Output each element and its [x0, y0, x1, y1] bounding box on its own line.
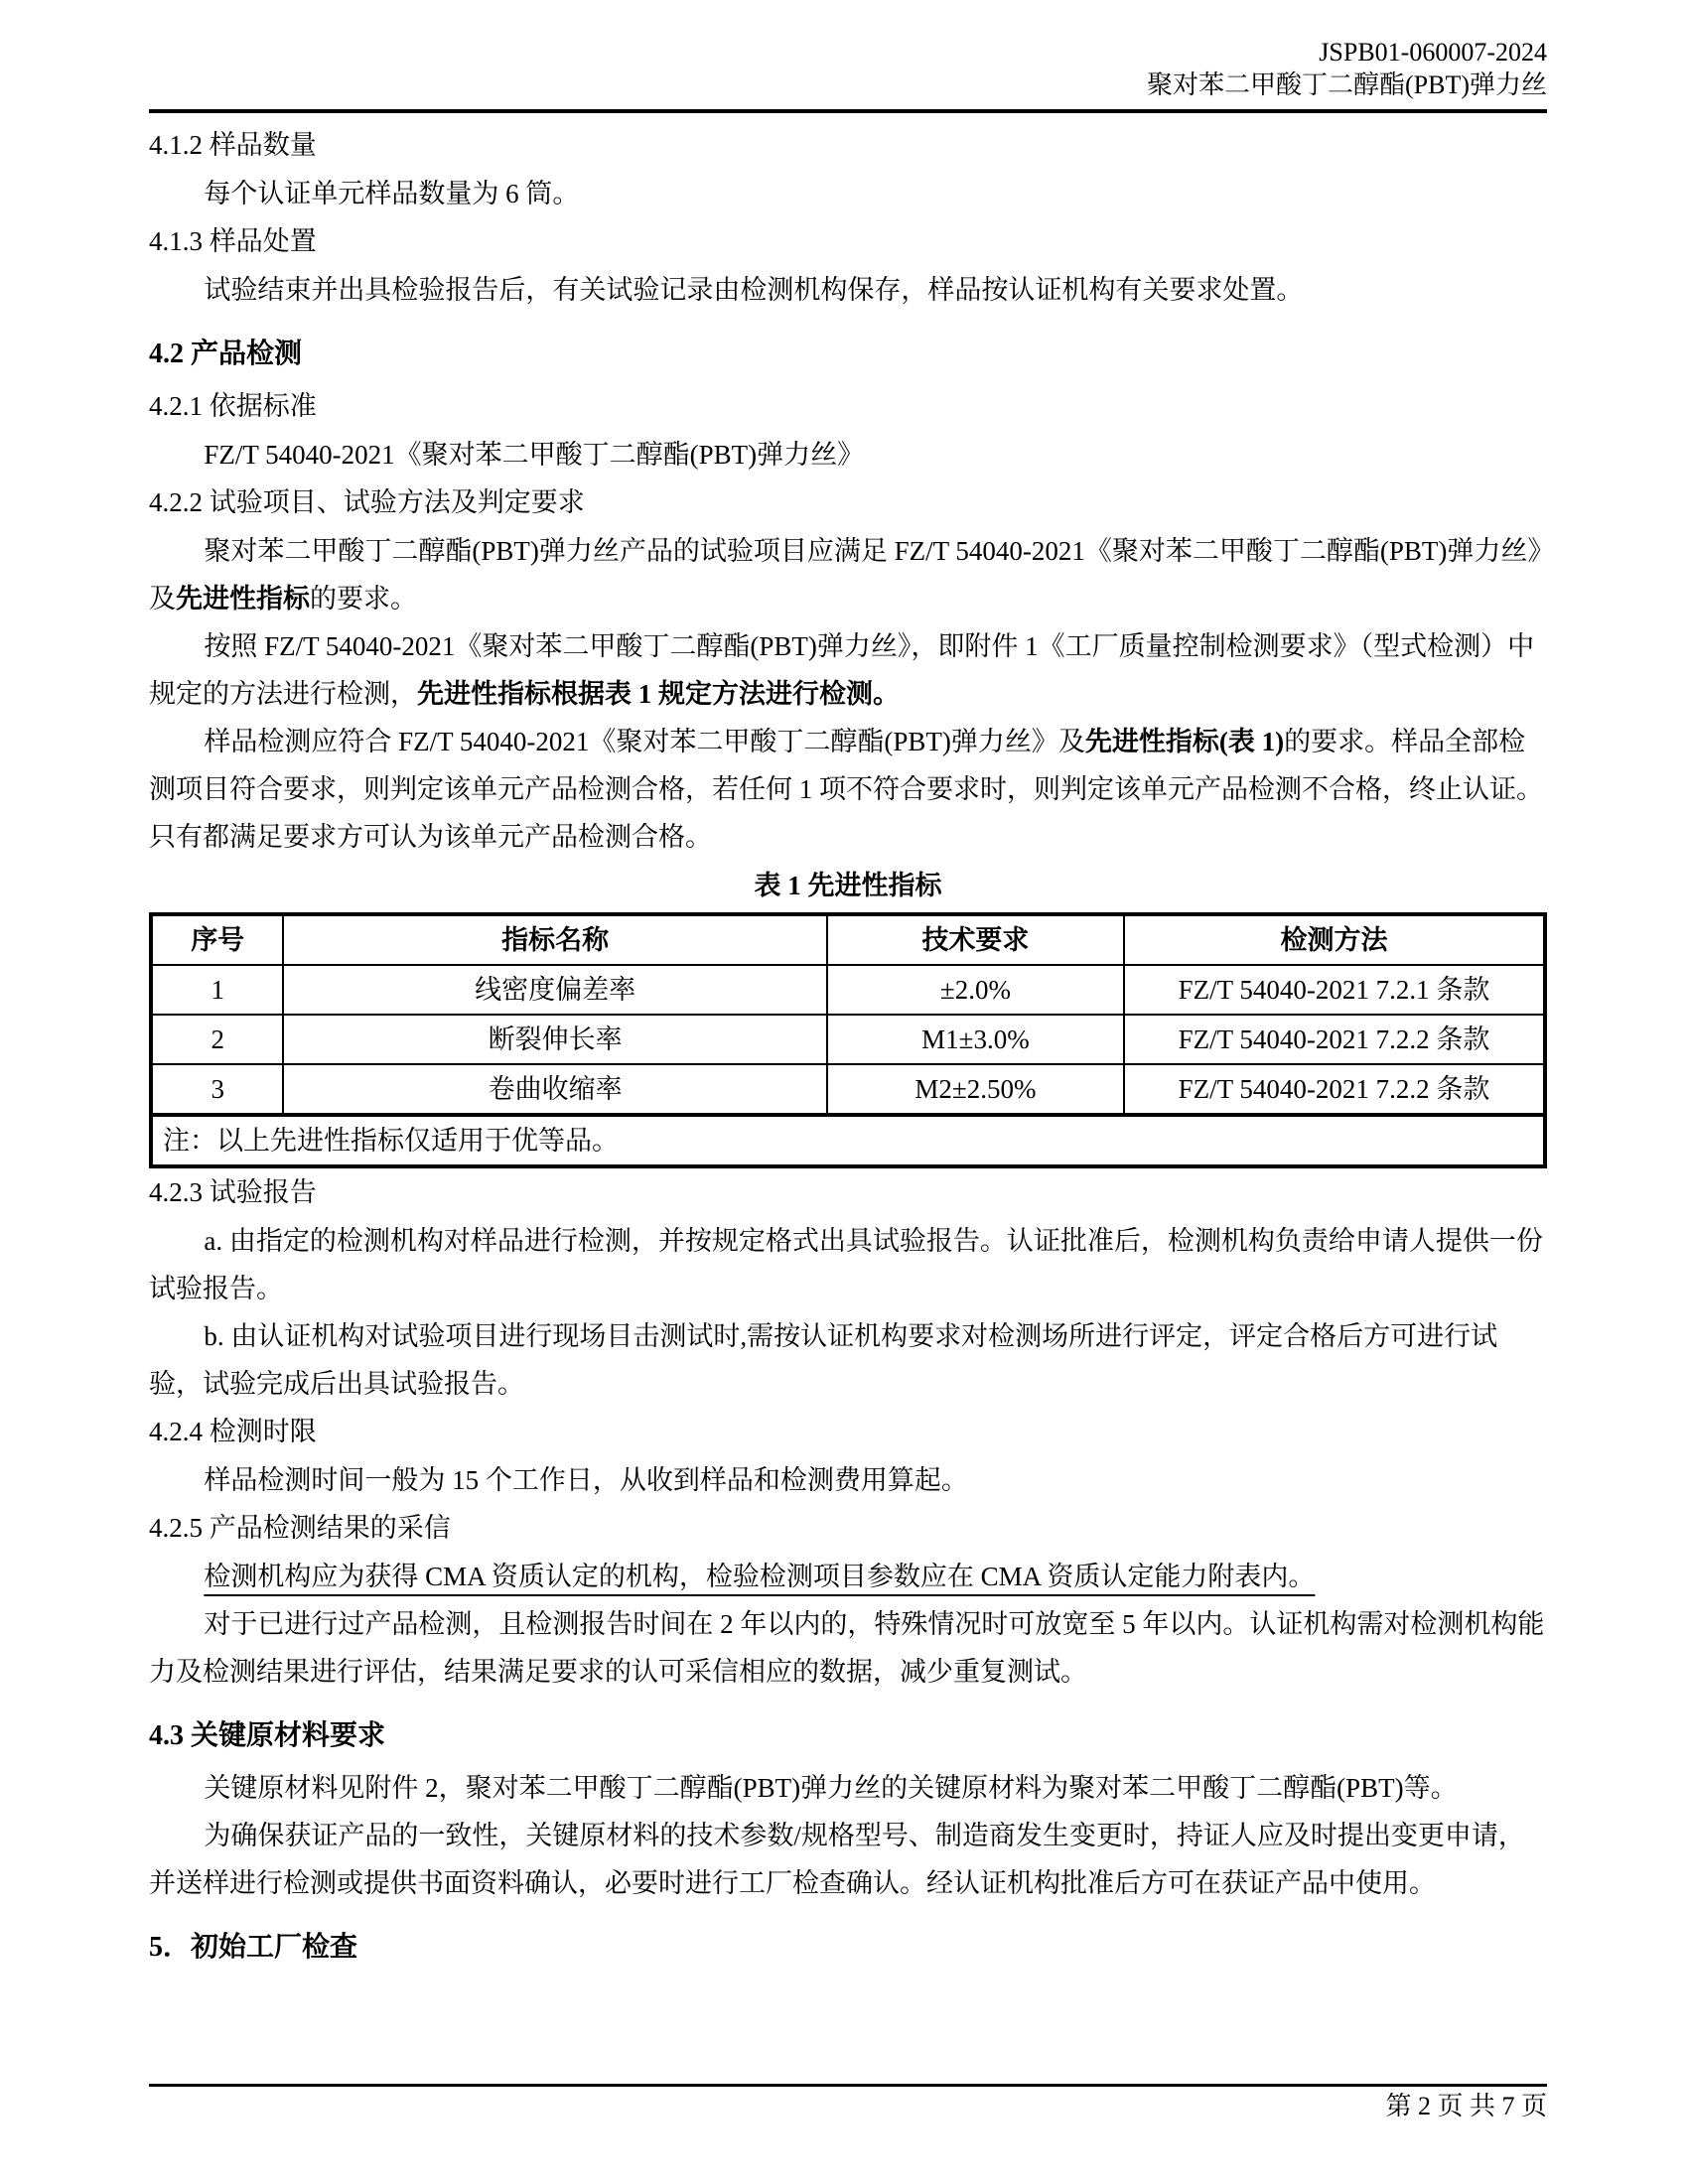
- table-note-row: [151, 1115, 1545, 1166]
- table-cell-method: FZ/T 54040-2021 7.2.1 条款: [1124, 965, 1545, 1015]
- heading-5: 5．初始工厂检查: [149, 1932, 358, 1963]
- table-cell-requirement: ±2.0%: [827, 965, 1124, 1015]
- page-header: [149, 36, 1547, 101]
- emphasis-table1-method: 先进性指标根据表 1 规定方法进行检测。: [417, 679, 900, 709]
- para-test-items-1: [149, 527, 1547, 622]
- emphasis-advanced-index-table1: 先进性指标(表 1): [1084, 727, 1285, 756]
- table-cell-indicator: 卷曲收缩率: [283, 1064, 827, 1115]
- para-key-materials-1: 关键原材料见附件 2，聚对苯二甲酸丁二醇酯(PBT)弹力丝的关键原材料为聚对苯二甲酸丁二醇酯(PBT)等。: [204, 1773, 1458, 1803]
- para-test-report-a: a. 由指定的检测机构对样品进行检测，并按规定格式出具试验报告。认证批准后，检测机构负责给申请人提供一份试验报告。: [149, 1226, 1543, 1303]
- table-cell-indicator: 断裂伸长率: [283, 1015, 827, 1064]
- underlined-cma-sentence: 检测机构应为获得 CMA 资质认定的机构，检验检测项目参数应在 CMA 资质认定能力附表内。: [204, 1562, 1316, 1591]
- para-test-items-3: [149, 718, 1547, 861]
- footer-rule: [149, 2084, 1547, 2087]
- para-result-acceptance: 对于已进行过产品检测，且检测报告时间在 2 年以内的，特殊情况时可放宽至 5 年以内。认证机构需对检测机构能力及检测结果进行评估，结果满足要求的认可采信相应的数据，减少重复测试。: [149, 1609, 1545, 1687]
- para-text: 聚对苯二甲酸丁二醇酯(PBT)弹力丝产品的试验项目应满足 FZ/T 54040-2021《聚对苯二甲酸丁二醇酯(PBT)弹力丝》及: [149, 536, 1541, 614]
- para-test-time-limit: 样品检测时间一般为 15 个工作日，从收到样品和检测费用算起。: [204, 1465, 968, 1495]
- document-body: [149, 121, 1547, 1972]
- para-test-report-b: b. 由认证机构对试验项目进行现场目击测试时,需按认证机构要求对检测场所进行评定，评定合格后方可进行试验，试验完成后出具试验报告。: [149, 1321, 1498, 1399]
- header-doc-title: 聚对苯二甲酸丁二醇酯(PBT)弹力丝: [1146, 70, 1547, 99]
- heading-4-2-5: 4.2.5 产品检测结果的采信: [149, 1513, 451, 1543]
- heading-4-2-2: 4.2.2 试验项目、试验方法及判定要求: [149, 487, 585, 517]
- heading-4-1-3: 4.1.3 样品处置: [149, 226, 317, 256]
- table-cell-requirement: M2±2.50%: [827, 1064, 1124, 1115]
- table-header-seq: 序号: [151, 914, 283, 965]
- table1-advanced-indicators: [149, 912, 1547, 1168]
- table-header-tech-requirement: 技术要求: [827, 914, 1124, 965]
- table-row: [151, 1015, 1545, 1064]
- header-doc-number: JSPB01-060007-2024: [1319, 38, 1547, 67]
- table-cell-method: FZ/T 54040-2021 7.2.2 条款: [1124, 1015, 1545, 1064]
- para-text: 样品检测应符合 FZ/T 54040-2021《聚对苯二甲酸丁二醇酯(PBT)弹力丝》及: [204, 727, 1085, 756]
- header-rule: [149, 109, 1547, 113]
- table-header-row: [151, 914, 1545, 965]
- heading-4-2-3: 4.2.3 试验报告: [149, 1177, 317, 1207]
- para-text: 的要求。样品全部检测项目符合要求，则判定该单元产品检测合格，若任何 1 项不符合要求时，则判定该单元产品检测不合格，终止认证。只有都满足要求方可认为该单元产品检测合格。: [149, 727, 1543, 852]
- para-standard-basis: FZ/T 54040-2021《聚对苯二甲酸丁二醇酯(PBT)弹力丝》: [204, 440, 865, 470]
- table-cell-seq: 2: [151, 1015, 283, 1064]
- heading-4-2: 4.2 产品检测: [149, 339, 303, 369]
- table-header-test-method: 检测方法: [1124, 914, 1545, 965]
- table1-caption: 表 1 先进性指标: [754, 871, 942, 900]
- table-header-indicator-name: 指标名称: [283, 914, 827, 965]
- table-cell-requirement: M1±3.0%: [827, 1015, 1124, 1064]
- table-row: [151, 1064, 1545, 1115]
- para-text: 按照 FZ/T 54040-2021《聚对苯二甲酸丁二醇酯(PBT)弹力丝》，即附件 1《工厂质量控制检测要求》（型式检测）中规定的方法进行检测，: [149, 631, 1535, 709]
- para-text: 的要求。: [310, 584, 417, 614]
- para-test-items-2: [149, 622, 1547, 718]
- table-row: [151, 965, 1545, 1015]
- emphasis-advanced-index: 先进性指标: [176, 584, 310, 614]
- para-sample-disposal: 试验结束并出具检验报告后，有关试验记录由检测机构保存，样品按认证机构有关要求处置。: [204, 275, 1304, 305]
- page-footer: [149, 2084, 1547, 2122]
- heading-4-2-1: 4.2.1 依据标准: [149, 391, 317, 421]
- heading-4-3: 4.3 关键原材料要求: [149, 1720, 386, 1751]
- heading-4-1-2: 4.1.2 样品数量: [149, 130, 317, 160]
- table-cell-indicator: 线密度偏差率: [283, 965, 827, 1015]
- heading-4-2-4: 4.2.4 检测时限: [149, 1417, 317, 1446]
- para-key-materials-2: 为确保获证产品的一致性，关键原材料的技术参数/规格型号、制造商发生变更时，持证人应及时提出变更申请，并送样进行检测或提供书面资料确认，必要时进行工厂检查确认。经认证机构批准后方可在获证产品中使用。: [149, 1821, 1525, 1898]
- page-number: 第 2 页 共 7 页: [1385, 2092, 1547, 2120]
- para-sample-quantity: 每个认证单元样品数量为 6 筒。: [204, 179, 580, 208]
- table-note: 注：以上先进性指标仅适用于优等品。: [151, 1115, 1545, 1166]
- table-cell-seq: 1: [151, 965, 283, 1015]
- table-cell-seq: 3: [151, 1064, 283, 1115]
- para-cma-requirement: [149, 1553, 1547, 1600]
- table-cell-method: FZ/T 54040-2021 7.2.2 条款: [1124, 1064, 1545, 1115]
